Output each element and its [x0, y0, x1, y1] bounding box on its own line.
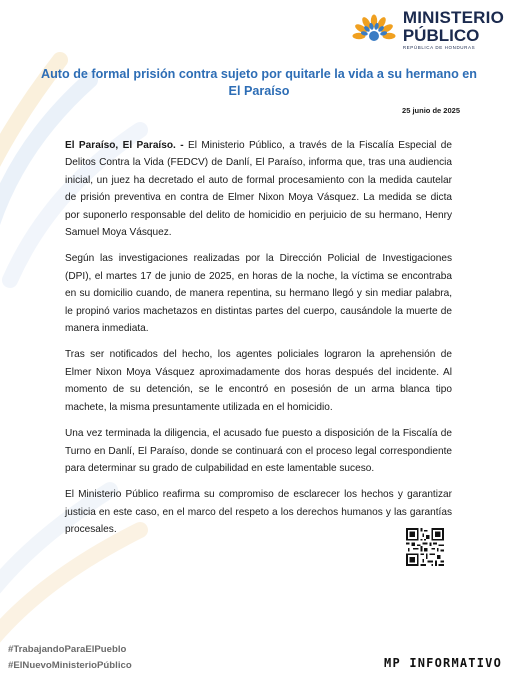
- press-release-body: [65, 137, 452, 548]
- paragraph-1-text: El Ministerio Público, a través de la Fiscalía Especial de Delitos Contra la Vida (FEDCV) de Danlí, El Paraíso, informa que, tras una audiencia inicial, un juez ha decretado el auto de formal procesamiento con la medida cautelar de prisión preventiva en contra de Elmer Nixon Moya Vásquez. La medida se dicta por suponerlo responsable del delito de homicidio en perjuicio de su hermano, Henry Samuel Moya Vásquez.: [65, 140, 452, 239]
- paragraph-5: El Ministerio Público reafirma su compromiso de esclarecer los hechos y garantizar justicia en este caso, en el marco del respeto a los derechos humanos y las garantías procesales.: [65, 489, 452, 536]
- mp-informativo-brand: MP INFORMATIVO: [384, 656, 502, 670]
- paragraph-1-lead: El Paraíso, El Paraíso. -: [65, 140, 184, 151]
- logo-line-ministerio: MINISTERIO: [402, 8, 504, 28]
- paragraph-2: Según las investigaciones realizadas por la Dirección Policial de Investigaciones (DPI), el martes 17 de junio de 2025, en horas de la noche, la víctima se encontraba en su domicilio cuando, de manera repentina, su hermano llegó y sin mediar palabra, le propinó varios machetazos en distintas partes del cuerpo, causándole la muerte de manera inmediata.: [65, 253, 452, 335]
- hashtag-trabajando[interactable]: #TrabajandoParaElPueblo: [8, 644, 127, 655]
- qr-code-icon[interactable]: [406, 528, 444, 566]
- ministerio-publico-logo: [349, 6, 504, 54]
- hashtags: [8, 642, 132, 674]
- logo-line-publico: PÚBLICO: [402, 26, 480, 46]
- press-release-date: 25 junio de 2025: [402, 106, 460, 115]
- paragraph-3: Tras ser notificados del hecho, los agentes policiales lograron la aprehensión de Elmer Nixon Moya Vásquez aproximadamente dos horas después del incidente. Al momento de su detención, se le encontró en posesión de un arma blanca tipo machete, la misma presuntamente utilizada en el homicidio.: [65, 349, 452, 413]
- press-release-title: Auto de formal prisión contra sujeto por quitarle la vida a su hermano en El Paraíso: [41, 67, 477, 98]
- hashtag-nuevo-ministerio[interactable]: #ElNuevoMinisterioPúblico: [8, 660, 132, 671]
- paragraph-4: Una vez terminada la diligencia, el acusado fue puesto a disposición de la Fiscalía de Turno en Danlí, El Paraíso, donde se continuará con el proceso legal correspondiente para determinar su grado de culpabilidad en este lamentable suceso.: [65, 428, 452, 474]
- ministerio-publico-sunburst-icon: [349, 6, 399, 54]
- logo-line-republica: REPÚBLICA DE HONDURAS: [402, 45, 476, 51]
- paragraph-1: [65, 137, 452, 241]
